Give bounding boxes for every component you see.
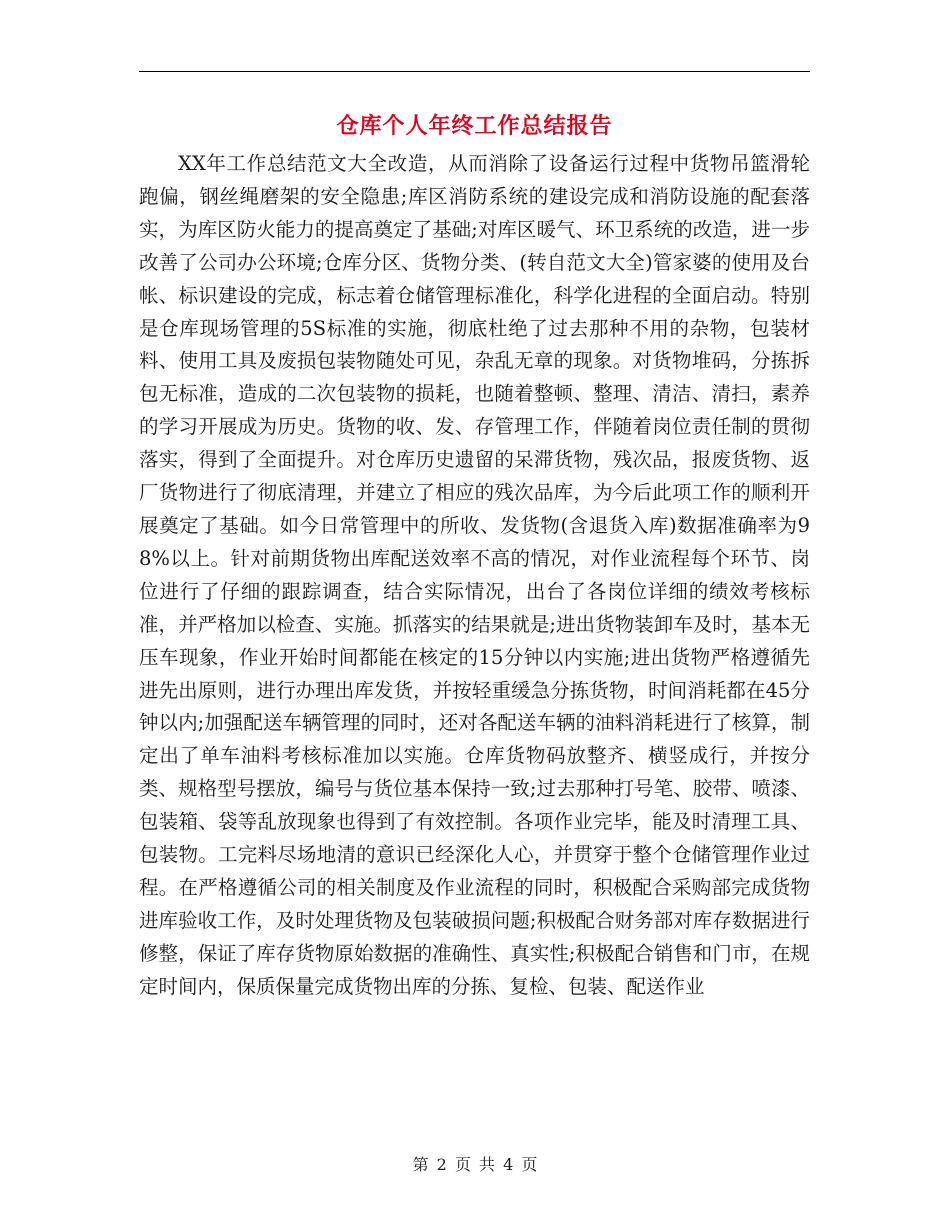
document-title: 仓库个人年终工作总结报告 <box>336 113 613 139</box>
page-number: 第 2 页 共 4 页 <box>412 1155 538 1174</box>
header-rule <box>139 71 810 72</box>
body-paragraph: XX年工作总结范文大全改造，从而消除了设备运行过程中货物吊篮滑轮跑偏，钢丝绳磨架的安全隐患;库区消防系统的建设完成和消防设施的配套落实，为库区防火能力的提高奠定了基础;对库区暖气、环卫系统的改造，进一步改善了公司办公环境;仓库分区、货物分类、(转自范文大全)管家婆的使用及台帐、标识建设的完成，标志着仓储管理标准化，科学化进程的全面启动。特别是仓库现场管理的5S标准的实施，彻底杜绝了过去那种不用的杂物，包装材料、使用工具及废损包装物随处可见，杂乱无章的现象。对货物堆码，分拣拆包无标准，造成的二次包装物的损耗，也随着整顿、整理、清洁、清扫，素养的学习开展成为历史。货物的收、发、存管理工作，伴随着岗位责任制的贯彻落实，得到了全面提升。对仓库历史遗留的呆滞货物，残次品，报废货物、返厂货物进行了彻底清理，并建立了相应的残次品库，为今后此项工作的顺利开展奠定了基础。如今日常管理中的所收、发货物(含退货入库)数据准确率为98%以上。针对前期货物出库配送效率不高的情况，对作业流程每个环节、岗位进行了仔细的跟踪调查，结合实际情况，出台了各岗位详细的绩效考核标准，并严格加以检查、实施。抓落实的结果就是;进出货物装卸车及时，基本无压车现象，作业开始时间都能在核定的15分钟以内实施;进出货物严格遵循先进先出原则，进行办理出库发货，并按轻重缓急分拣货物，时间消耗都在45分钟以内;加强配送车辆管理的同时，还对各配送车辆的油料消耗进行了核算，制定出了单车油料考核标准加以实施。仓库货物码放整齐、横竖成行，并按分类、规格型号摆放，编号与货位基本保持一致;过去那种打号笔、胶带、喷漆、包装箱、袋等乱放现象也得到了有效控制。各项作业完毕，能及时清理工具、包装物。工完料尽场地清的意识已经深化人心，并贯穿于整个仓储管理作业过程。在严格遵循公司的相关制度及作业流程的同时，积极配合采购部完成货物进库验收工作，及时处理货物及包装破损问题;积极配合财务部对库存数据进行修整，保证了库存货物原始数据的准确性、真实性;积极配合销售和门市，在规定时间内，保质保量完成货物出库的分拣、复检、包装、配送作业 <box>139 152 810 998</box>
